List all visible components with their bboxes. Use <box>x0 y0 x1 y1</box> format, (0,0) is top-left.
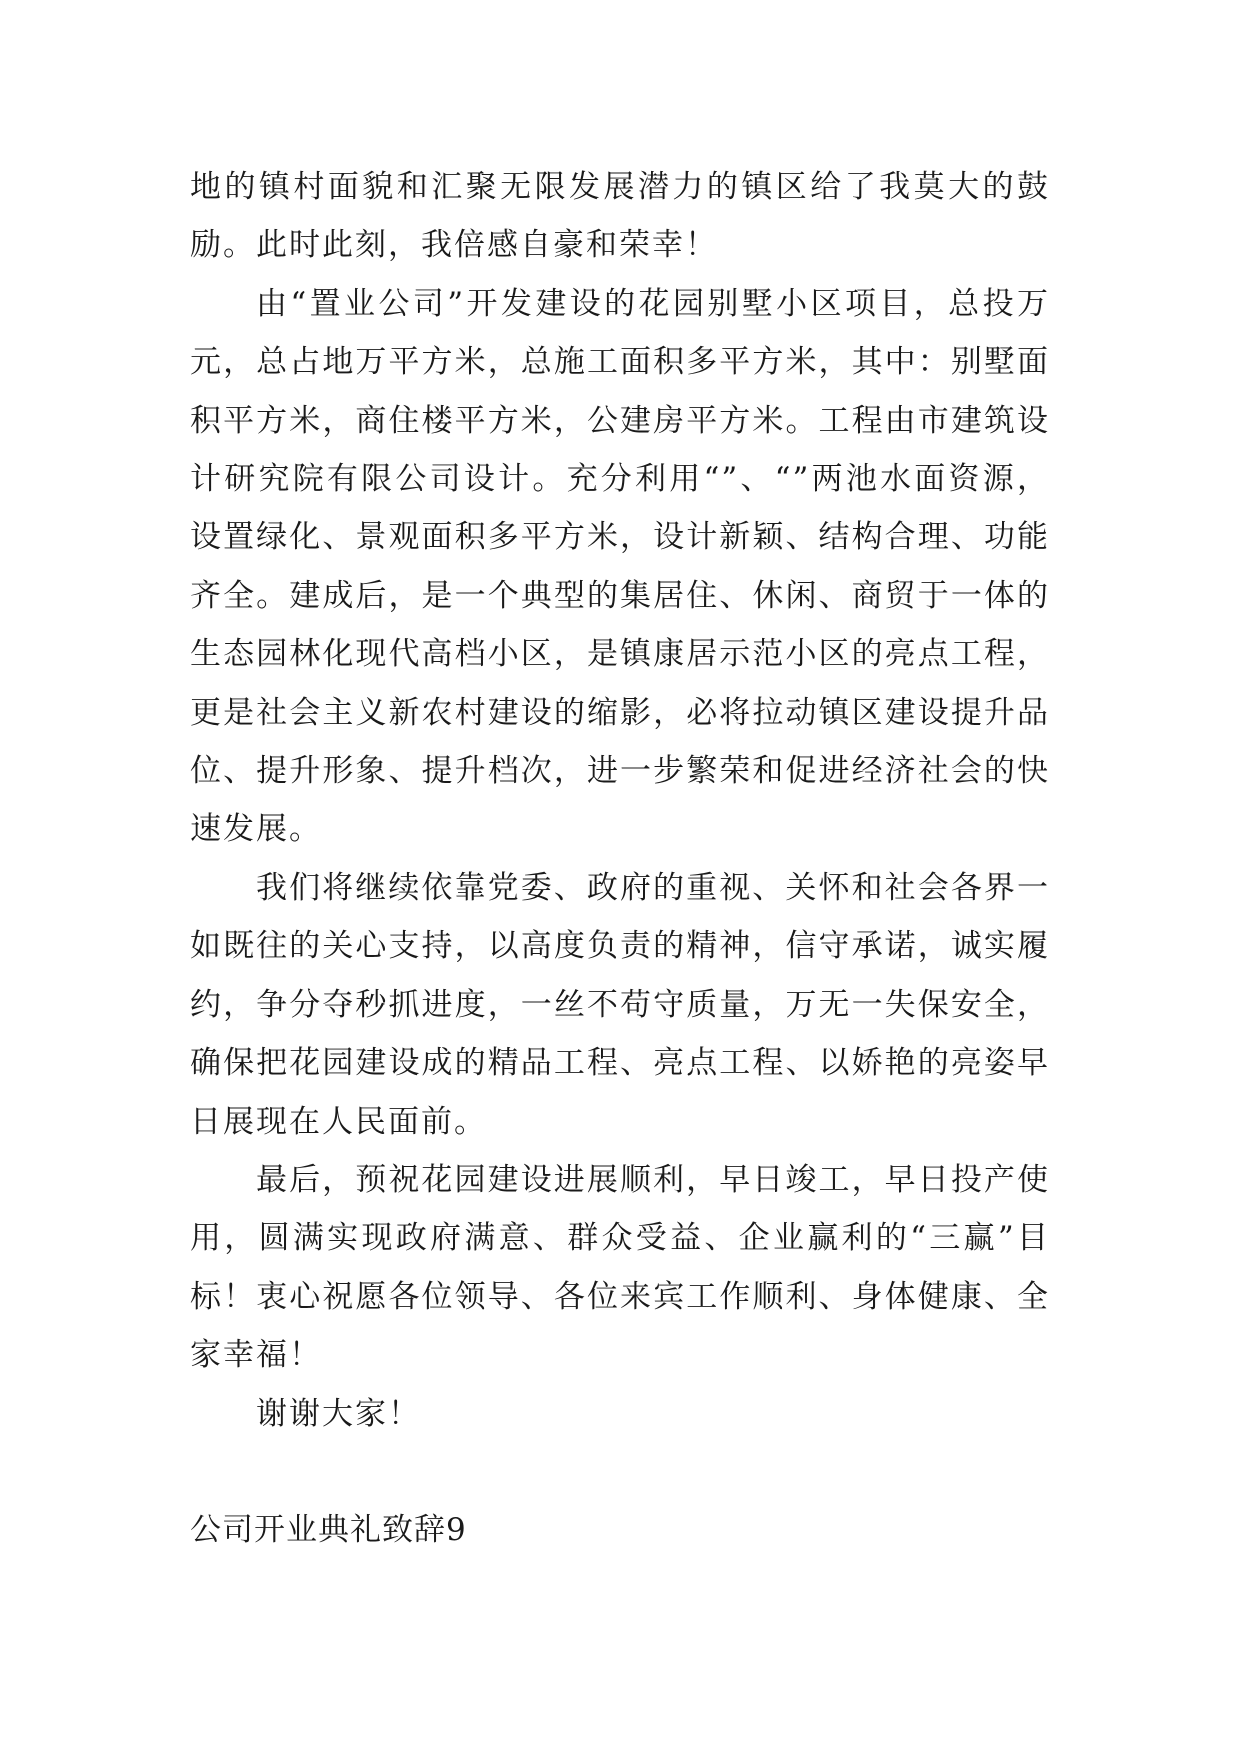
document-body <box>190 158 1050 1559</box>
section-title: 公司开业典礼致辞9 <box>190 1511 467 1548</box>
paragraph-continuation: 地的镇村面貌和汇聚无限发展潜力的镇区给了我莫大的鼓励。此时此刻，我倍感自豪和荣幸！ <box>190 169 1050 264</box>
paragraph-wishes: 最后，预祝花园建设进展顺利，早日竣工，早日投产使用，圆满实现政府满意、群众受益、企业赢利的“三赢”目标！衷心祝愿各位领导、各位来宾工作顺利、身体健康、全家幸福！ <box>190 1161 1050 1374</box>
paragraph-project-intro: 由“置业公司”开发建设的花园别墅小区项目，总投万元，总占地万平方米，总施工面积多平方米，其中：别墅面积平方米，商住楼平方米，公建房平方米。工程由市建筑设计研究院有限公司设计。充分利用“”、“”两池水面资源，设置绿化、景观面积多平方米，设计新颖、结构合理、功能齐全。建成后，是一个典型的集居住、休闲、商贸于一体的生态园林化现代高档小区，是镇康居示范小区的亮点工程，更是社会主义新农村建设的缩影，必将拉动镇区建设提升品位、提升形象、提升档次，进一步繁荣和促进经济社会的快速发展。 <box>190 285 1050 848</box>
section-spacer <box>190 1443 1050 1501</box>
paragraph-commitment: 我们将继续依靠党委、政府的重视、关怀和社会各界一如既往的关心支持，以高度负责的精神，信守承诺，诚实履约，争分夺秒抓进度，一丝不苟守质量，万无一失保安全，确保把花园建设成的精品工程、亮点工程、以娇艳的亮姿早日展现在人民面前。 <box>190 869 1050 1140</box>
paragraph-thanks: 谢谢大家！ <box>256 1395 421 1432</box>
